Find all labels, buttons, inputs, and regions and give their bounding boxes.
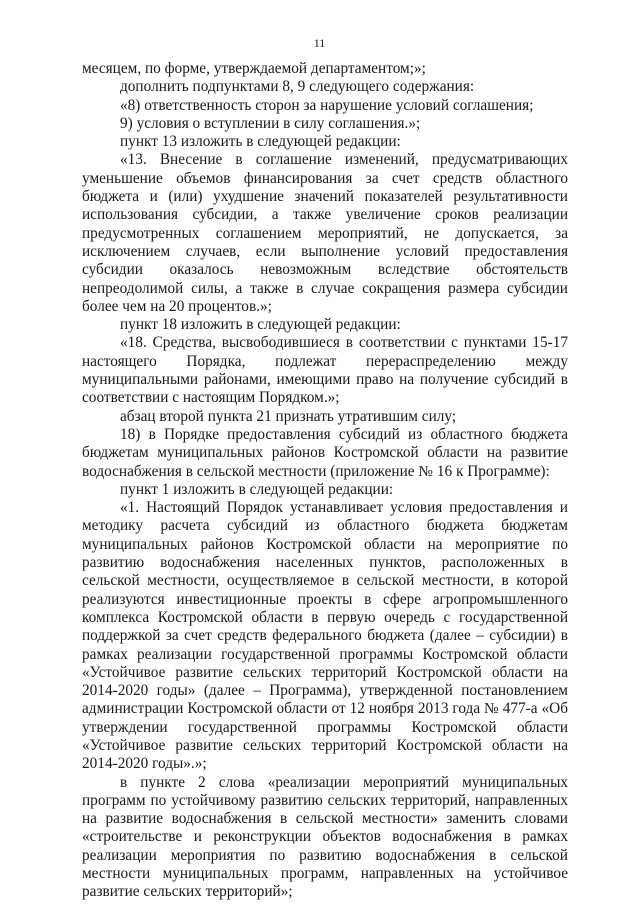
paragraph: «8) ответственность сторон за нарушение условий соглашения; xyxy=(120,96,534,114)
paragraph: пункт 13 изложить в следующей редакции: xyxy=(120,133,401,151)
paragraph: «18. Средства, высвободившиеся в соответствии с пунктами 15-17 настоящего Порядка, подлежат перераспределению между муниципальными районами, имеющими право на получение субсидий в соответствии с настоящим Порядком.»; xyxy=(82,334,568,407)
paragraph: «13. Внесение в соглашение изменений, предусматривающих уменьшение объемов финансирования за счет средств областного бюджета и (или) ухудшение значений показателей результативности использования субсидии, а также увеличение сроков реализации предусмотренных соглашением мероприятий, не допускается, за исключением случаев, если выполнение условий предоставления субсидии оказалось невозможным вследствие обстоятельств непреодолимой силы, а также в случае сокращения размера субсидии более чем на 20 процентов.»; xyxy=(82,151,568,315)
paragraph: «1. Настоящий Порядок устанавливает условия предоставления и методику расчета субсидий из областного бюджета бюджетам муниципальных районов Костромской области на мероприятие по развитию водоснабжения населенных пунктов, расположенных в сельской местности, осуществляемое в сельской местности, в которой реализуются инвестиционные проекты в сфере агропромышленного комплекса Костромской области в первую очередь с государственной поддержкой за счет средств федерального бюджета (далее – субсидии) в рамках реализации государственной программы Костромской области «Устойчивое развитие сельских территорий Костромской области на 2014-2020 годы» (далее – Программа), утвержденной постановлением администрации Костромской области от 12 ноября 2013 года № 477-а «Об утверждении государственной программы Костромской области «Устойчивое развитие сельских территорий Костромской области на 2014-2020 годы».»; xyxy=(82,499,568,773)
paragraph: абзац второй пункта 21 признать утратившим силу; xyxy=(120,407,457,425)
paragraph: в пункте 2 слова «реализации мероприятий муниципальных программ по устойчивому развитию сельских территорий, направленных на развитие водоснабжения в сельской местности» заменить словами «строительстве и реконструкции объектов водоснабжения в рамках реализации мероприятия по развитию водоснабжения в сельской местности муниципальных программ, направленных на устойчивое развитие сельских территорий»; xyxy=(82,773,568,901)
paragraph: 18) в Порядке предоставления субсидий из областного бюджета бюджетам муниципальных районов Костромской области на развитие водоснабжения в сельской местности (приложение № 16 к Программе): xyxy=(82,425,568,480)
paragraph: месяцем, по форме, утверждаемой департаментом;»; xyxy=(82,60,426,77)
document-body xyxy=(82,60,568,902)
paragraph: 9) условия о вступлении в силу соглашения.»; xyxy=(120,114,421,132)
paragraph: пункт 18 изложить в следующей редакции: xyxy=(120,316,401,334)
paragraph: дополнить подпунктами 8, 9 следующего содержания: xyxy=(120,78,475,96)
paragraph: пункт 1 изложить в следующей редакции: xyxy=(120,480,394,498)
page-number: 11 xyxy=(313,36,326,50)
